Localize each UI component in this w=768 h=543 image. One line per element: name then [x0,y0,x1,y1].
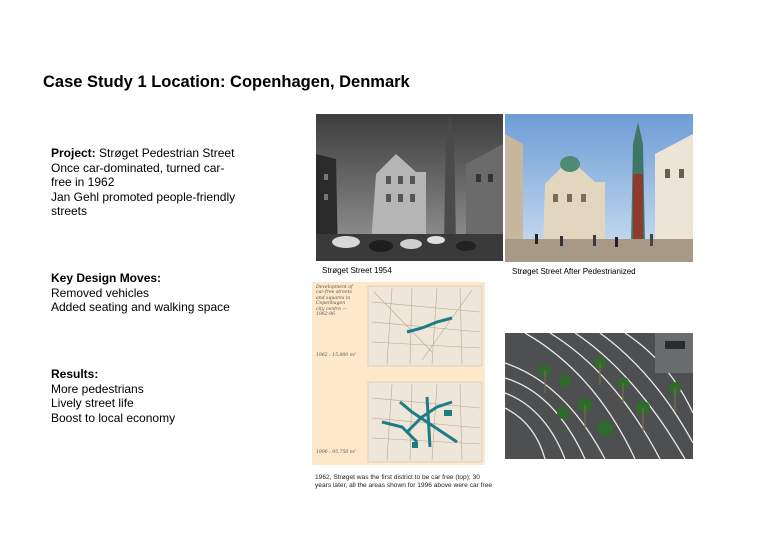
design-line-2: Added seating and walking space [51,300,230,315]
results-label: Results: [51,367,99,381]
design-block [51,271,236,315]
photo-plaza-palms [505,333,693,459]
slide-title: Case Study 1 Location: Copenhagen, Denmark [43,73,410,91]
map-label-1996: 1996 : 95.750 m² [316,450,356,455]
photo-stroget-after [505,114,693,262]
project-line-1: Once car-dominated, turned car-free in 1962 [51,160,225,190]
results-block [51,367,236,425]
map-caption: 1962, Strøget was the first district to be car free (top); 30 years later, all the areas shown for 1996 above were car free [315,474,493,489]
project-label: Project: [51,146,96,160]
results-line-2: Lively street life [51,396,134,411]
project-heading [51,146,236,161]
caption-after: Strøget Street After Pedestrianized [512,267,636,276]
project-line-2: Jan Gehl promoted people-friendly streets [51,189,236,219]
results-line-3: Boost to local economy [51,410,176,425]
results-line-1: More pedestrians [51,381,144,396]
caption-1954: Strøget Street 1954 [322,266,392,275]
photo-stroget-1954 [316,114,503,261]
map-legend-text: Development of car-free streets and squares in Copenhagen city centre — 1962-96 [316,285,353,318]
map-label-1962: 1962 : 15.800 m² [316,353,356,358]
project-block [51,146,236,219]
project-name: Strøget Pedestrian Street [95,146,235,160]
design-label: Key Design Moves: [51,271,162,285]
design-line-1: Removed vehicles [51,285,150,300]
